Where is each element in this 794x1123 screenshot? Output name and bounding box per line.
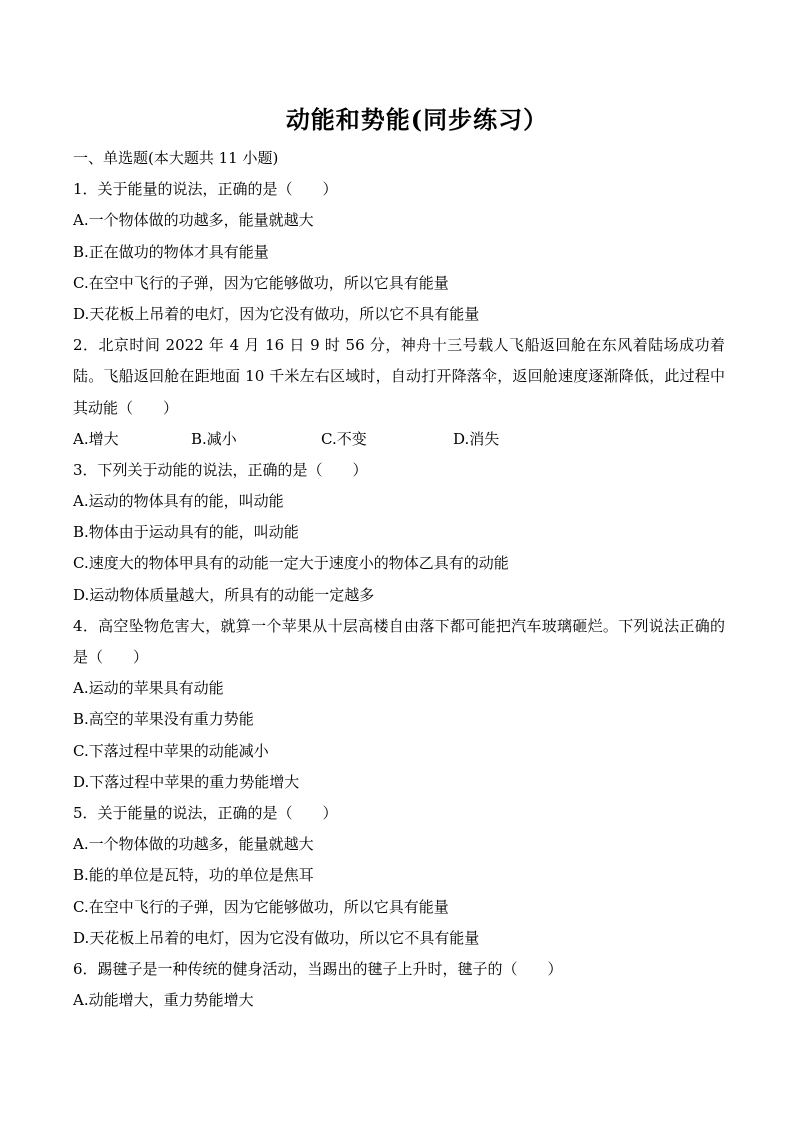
question-2-option-a: A.增大: [73, 429, 119, 448]
question-2-option-d: D.消失: [453, 429, 500, 448]
page-title: 动能和势能(同步练习）: [285, 105, 549, 134]
question-2-stem: 2．北京时间 2022 年 4 月 16 日 9 时 56 分，神舟十三号载人飞船返回舱在东风着陆场成功着陆。飞船返回舱在距地面 10 千米左右区域时，自动打开降落伞，返回舱速度逐渐降低，此过程中其动能（ ）: [73, 336, 725, 417]
question-4-option-d: D.下落过程中苹果的重力势能增大: [73, 772, 300, 791]
question-2-option-b: B.减小: [191, 429, 237, 448]
question-3-option-c: C.速度大的物体甲具有的动能一定大于速度小的物体乙具有的动能: [73, 554, 509, 573]
question-1-option-c: C.在空中飞行的子弹，因为它能够做功，所以它具有能量: [73, 273, 449, 292]
question-1-stem: 1．关于能量的说法，正确的是（ ）: [73, 180, 338, 199]
question-5-option-b: B.能的单位是瓦特，功的单位是焦耳: [73, 866, 314, 885]
section-heading: 一、单选题(本大题共 11 小题): [73, 149, 279, 167]
question-4-stem: 4．高空坠物危害大，就算一个苹果从十层高楼自由落下都可能把汽车玻璃砸烂。下列说法正确的是（ ）: [73, 616, 725, 667]
question-3-option-a: A.运动的物体具有的能，叫动能: [73, 492, 284, 511]
question-1-option-a: A.一个物体做的功越多，能量就越大: [73, 211, 314, 230]
question-5-option-a: A.一个物体做的功越多，能量就越大: [73, 835, 314, 854]
question-5-option-d: D.天花板上吊着的电灯，因为它没有做功，所以它不具有能量: [73, 928, 480, 947]
question-1-option-d: D.天花板上吊着的电灯，因为它没有做功，所以它不具有能量: [73, 304, 480, 323]
question-2-options: [73, 424, 725, 455]
question-5-stem: 5．关于能量的说法，正确的是（ ）: [73, 804, 338, 823]
question-5-option-c: C.在空中飞行的子弹，因为它能够做功，所以它具有能量: [73, 897, 449, 916]
question-3-option-b: B.物体由于运动具有的能，叫动能: [73, 523, 299, 542]
question-6-stem: 6．踢毽子是一种传统的健身活动，当踢出的毽子上升时，毽子的（ ）: [73, 959, 563, 978]
question-3-option-d: D.运动物体质量越大，所具有的动能一定越多: [73, 585, 375, 604]
question-4-option-c: C.下落过程中苹果的动能减小: [73, 741, 269, 760]
question-4-option-b: B.高空的苹果没有重力势能: [73, 710, 254, 729]
question-4-option-a: A.运动的苹果具有动能: [73, 679, 224, 698]
question-1-option-b: B.正在做功的物体才具有能量: [73, 242, 269, 261]
question-6-option-a: A.动能增大，重力势能增大: [73, 991, 254, 1010]
question-3-stem: 3．下列关于动能的说法，正确的是（ ）: [73, 460, 368, 479]
question-list: [73, 143, 725, 1016]
question-2-option-c: C.不变: [321, 429, 367, 448]
